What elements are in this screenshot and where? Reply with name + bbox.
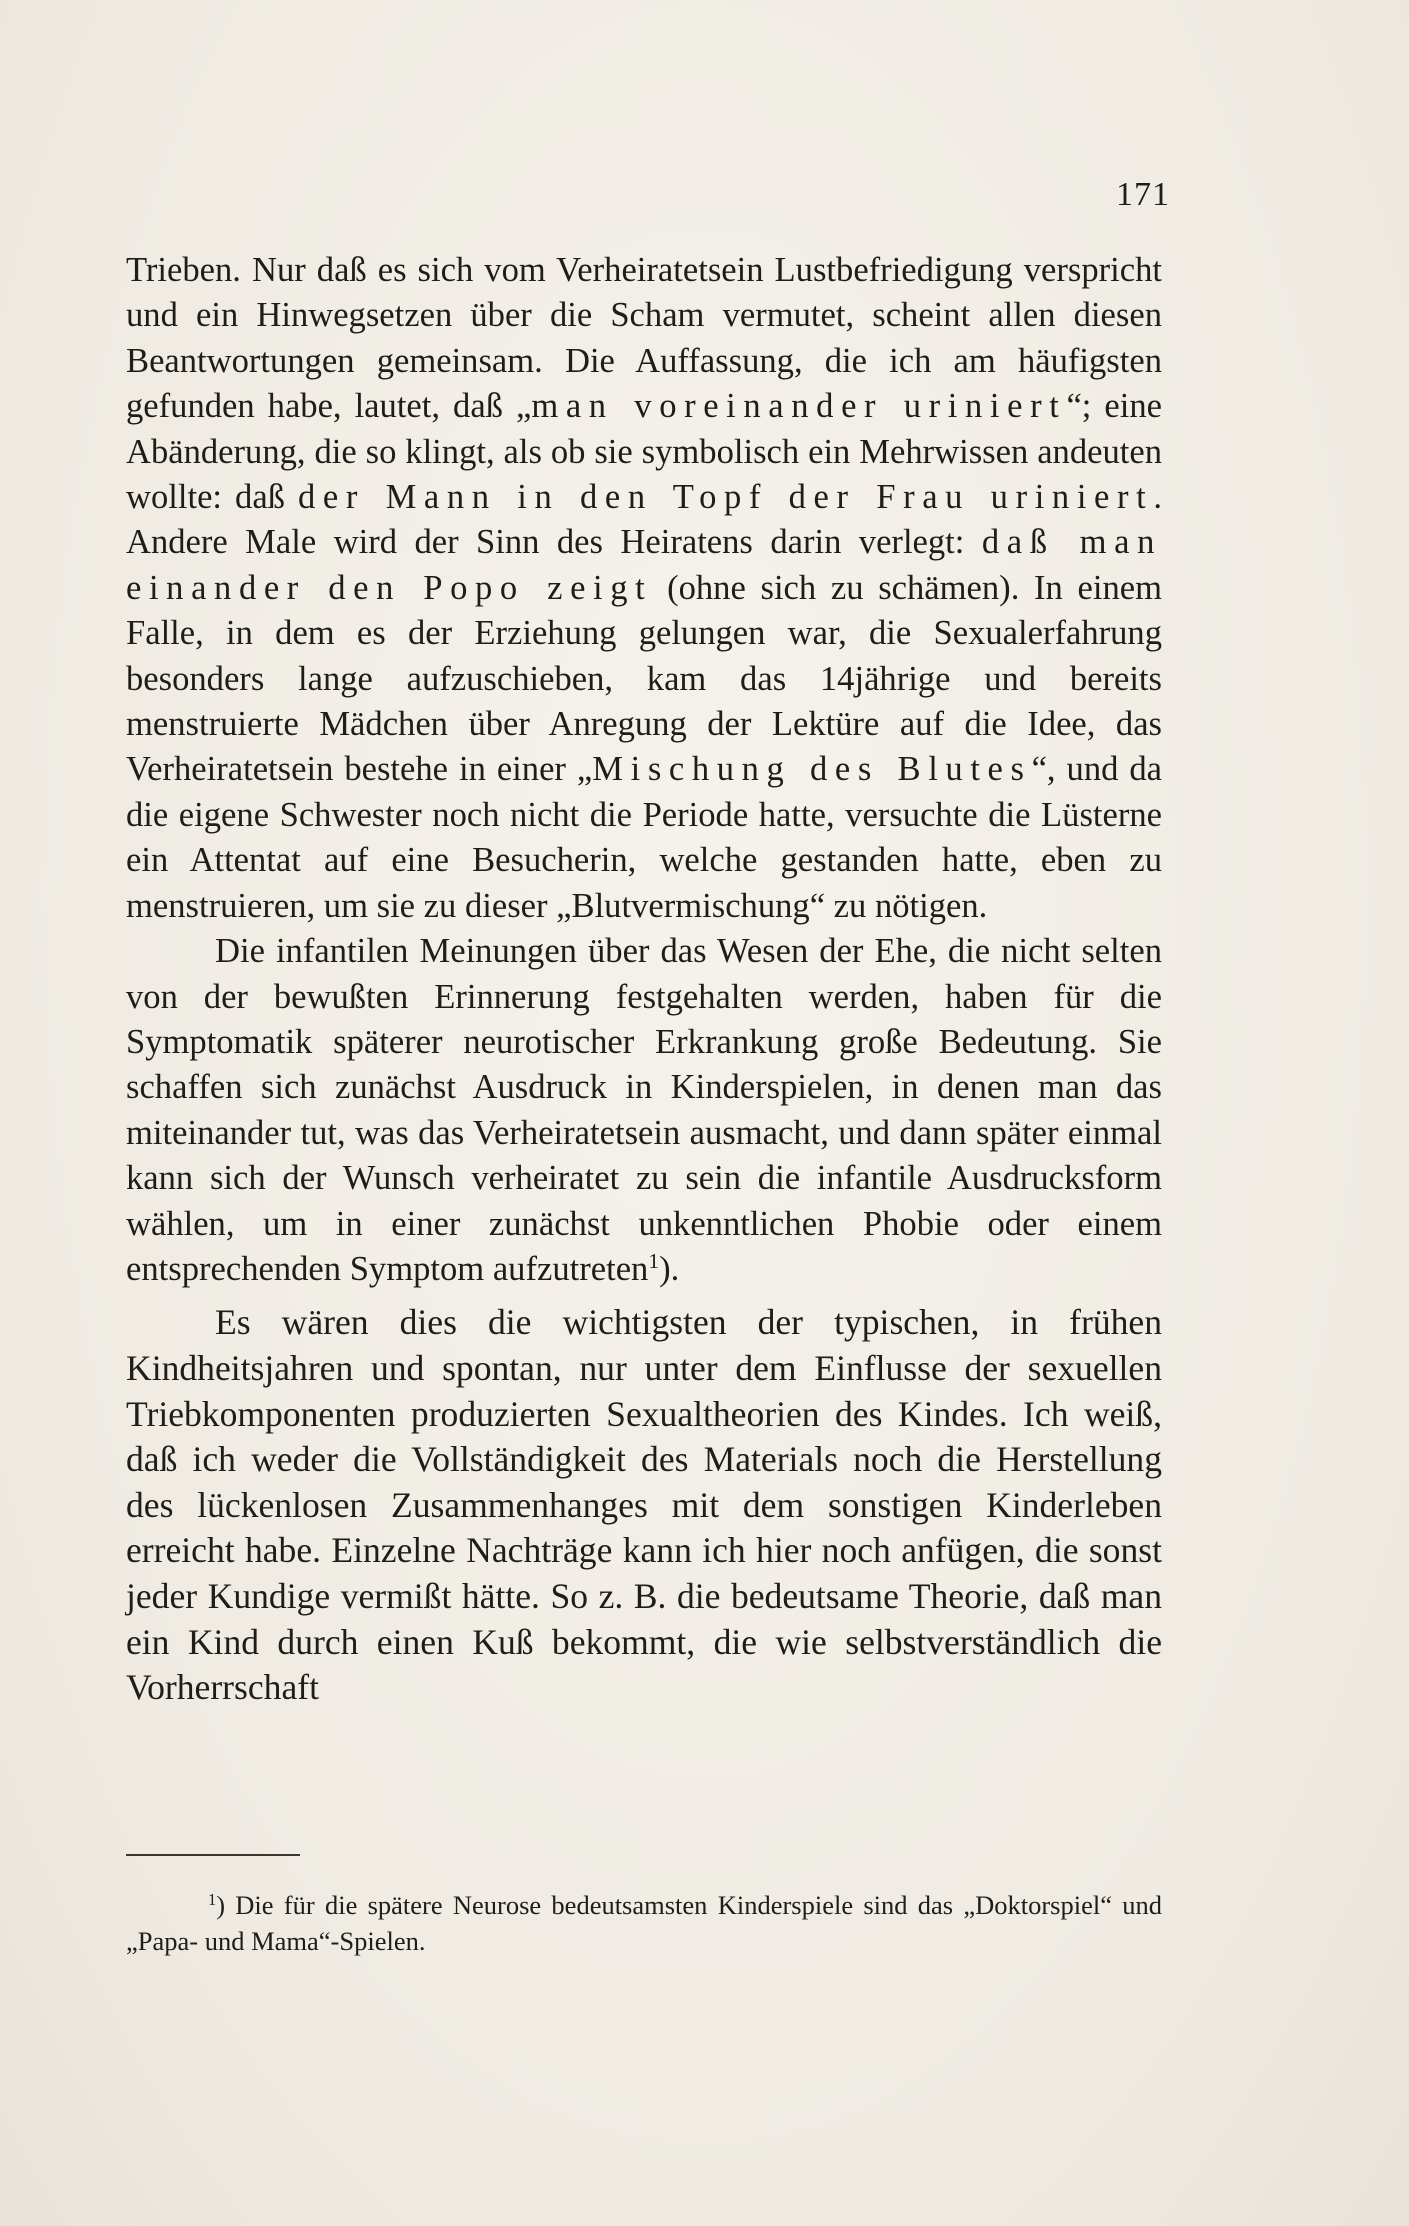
footnote (126, 1887, 1162, 1959)
page-number: 171 (1116, 176, 1170, 213)
text-segment: (ohne sich zu schämen). In einem Falle, in dem es der Erziehung gelungen war, die Sexualerfahrung besonders lange aufzuschieben, kam das 14jährige und bereits menstruierte Mädchen über Anregung der Lektüre auf die Idee, das Verheiratetsein bestehe in einer „ (126, 568, 1162, 789)
footnote-marker: 1 (208, 1889, 217, 1909)
footnote-text: Die für die spätere Neurose bedeutsamsten Kinderspiele sind das „Doktorspiel“ und „Papa- und Mama“-Spielen. (126, 1890, 1162, 1956)
spaced-emphasis: man voreinander uriniert (531, 387, 1067, 426)
paragraph-3 (126, 1300, 1162, 1710)
spaced-emphasis: Mischung des Blutes (592, 750, 1032, 789)
spaced-emphasis: daß man einander den Popo zeigt (126, 523, 1162, 607)
paragraph-2 (126, 929, 1162, 1292)
text-segment: Es wären dies die wichtigsten der typischen, in frühen Kindheitsjahren und spontan, nur unter dem Einflusse der sexuellen Triebkomponenten produzierten Sexualtheorien des Kindes. Ich weiß, daß ich weder die Vollständigkeit des Materials noch die Herstellung des lückenlosen Zusammenhanges mit dem sonstigen Kinderleben erreicht habe. Einzelne Nachträge kann ich hier noch anfügen, die sonst jeder Kundige vermißt hätte. So z. B. die bedeutsame Theorie, daß man ein Kind durch einen Kuß bekommt, die wie selbstverständlich die Vorherrschaft (126, 1302, 1162, 1708)
text-segment: “; eine Abänderung, die so klingt, als ob sie symbolisch ein Mehrwissen andeuten wollte: daß (126, 387, 1162, 517)
text-segment: ). (659, 1249, 680, 1288)
footnote-divider (126, 1854, 300, 1856)
text-segment: Die infantilen Meinungen über das Wesen der Ehe, die nicht selten von der bewußten Erinnerung festgehalten werden, haben für die Symptomatik späterer neurotischer Erkrankung große Bedeutung. Sie schaffen sich zunächst Ausdruck in Kinderspielen, in denen man das miteinander tut, was das Verheiratetsein ausmacht, und dann später einmal kann sich der Wunsch verheiratet zu sein die infantile Ausdrucksform wählen, um in einer zunächst unkenntlichen Phobie oder einem entsprechenden Symptom aufzutreten (126, 932, 1162, 1288)
paragraph-1 (126, 248, 1162, 929)
footnote-marker-close: ) (216, 1890, 226, 1920)
text-segment: “, und da die eigene Schwester noch nicht die Periode hatte, versuchte die Lüsterne ein Attentat auf eine Besucherin, welche gestanden hatte, eben zu menstruieren, um sie zu dieser „Blutvermischung“ zu nötigen. (126, 750, 1162, 925)
text-segment: Trieben. Nur daß es sich vom Verheiratetsein Lustbefriedigung verspricht und ein Hinwegsetzen über die Scham vermutet, scheint allen diesen Beantwortungen gemeinsam. Die Auffassung, die ich am häufigsten gefunden habe, lautet, daß „ (126, 251, 1162, 426)
spaced-emphasis: der Mann in den Topf der Frau uriniert (297, 478, 1154, 517)
text-segment: . Andere Male wird der Sinn des Heiratens darin verlegt: (126, 478, 1162, 562)
footnote-reference[interactable]: 1 (648, 1249, 660, 1274)
body-text (126, 248, 1162, 1711)
